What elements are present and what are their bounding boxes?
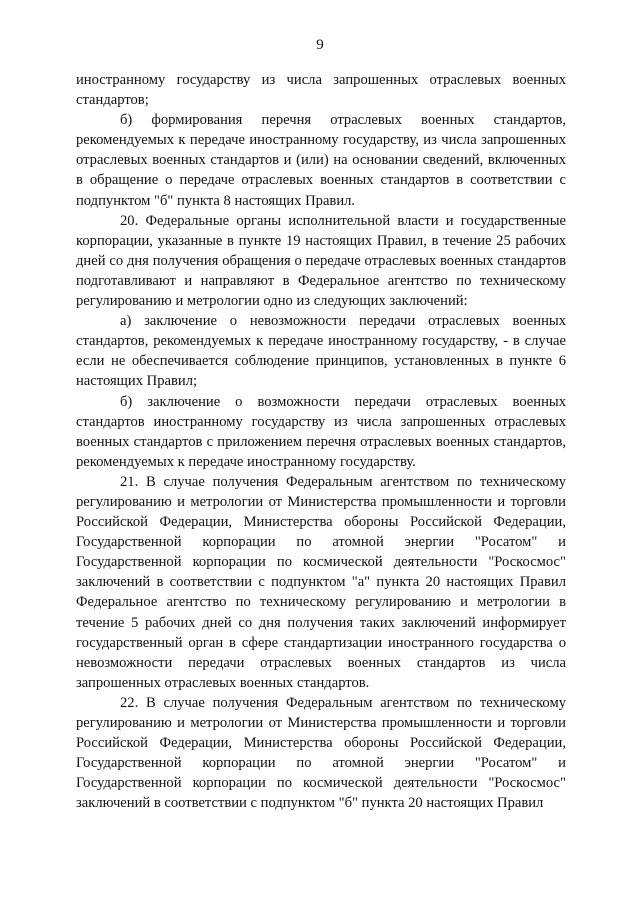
paragraph-clause-21: 21. В случае получения Федеральным агентством по техническому регулированию и метрологии от Министерства промышленности и торговли Российской Федерации, Министерства обороны Российской Федерации, Государственной корпорации по атомной энергии "Росатом" и Государственной корпорации по космической деятельности "Роскосмос" заключений в соответствии с подпунктом "а" пункта 20 настоящих Правил Федеральное агентство по техническому регулированию и метрологии в течение 5 рабочих дней со дня получения таких заключений информирует государственный орган в сфере стандартизации иностранного государства о невозможности передачи отраслевых военных стандартов из числа запрошенных отраслевых военных стандартов.: [76, 473, 566, 691]
paragraph-item-b-formation: б) формирования перечня отраслевых военных стандартов, рекомендуемых к передаче иностранному государству, из числа запрошенных отраслевых военных стандартов и (или) на основании сведений, включенных в обращение о передаче отраслевых военных стандартов в соответствии с подпунктом "б" пункта 8 настоящих Правил.: [76, 112, 566, 209]
document-body: [76, 70, 566, 813]
paragraph-clause-22: 22. В случае получения Федеральным агентством по техническому регулированию и метрологии от Министерства промышленности и торговли Российской Федерации, Министерства обороны Российской Федерации, Государственной корпорации по атомной энергии "Росатом" и Государственной корпорации по космической деятельности "Роскосмос" заключений в соответствии с подпунктом "б" пункта 20 настоящих Правил: [76, 694, 566, 812]
paragraph-clause-20: 20. Федеральные органы исполнительной власти и государственные корпорации, указанные в пункте 19 настоящих Правил, в течение 25 рабочих дней со дня получения обращения о передаче отраслевых военных стандартов подготавливают и направляют в Федеральное агентство по техническому регулированию и метрологии одно из следующих заключений:: [76, 212, 566, 310]
paragraph-continuation: иностранному государству из числа запрошенных отраслевых военных стандартов;: [76, 72, 566, 109]
paragraph-clause-20-b: б) заключение о возможности передачи отраслевых военных стандартов иностранному государству из числа запрошенных отраслевых военных стандартов с приложением перечня отраслевых военных стандартов, рекомендуемых к передаче иностранному государству.: [76, 393, 566, 470]
paragraph-clause-20-a: а) заключение о невозможности передачи отраслевых военных стандартов, рекомендуемых к передаче иностранному государству, - в случае если не обеспечивается соблюдение принципов, установленных в пункте 6 настоящих Правил;: [76, 313, 566, 390]
page-number: 9: [316, 37, 324, 53]
